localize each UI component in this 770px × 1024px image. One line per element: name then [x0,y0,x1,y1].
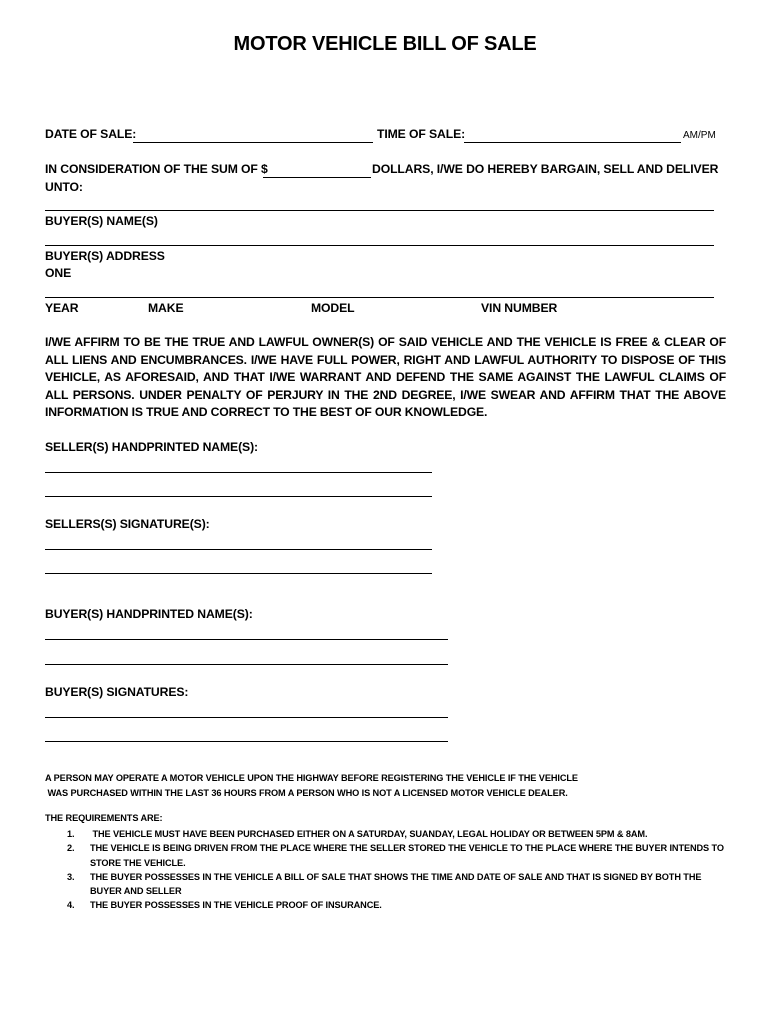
notice-line-2: WAS PURCHASED WITHIN THE LAST 36 HOURS FROM A PERSON WHO IS NOT A LICENSED MOTOR VEHICLE DEALER. [45,788,568,798]
requirement-number: 3. [67,871,75,882]
seller-printed-name-field-1[interactable] [45,472,432,473]
unto-label: UNTO: [45,180,83,194]
requirements-heading: THE REQUIREMENTS ARE: [45,813,163,823]
year-column-label: YEAR [45,301,79,315]
seller-signature-field-2[interactable] [45,573,432,574]
consideration-suffix: DOLLARS, I/WE DO HEREBY BARGAIN, SELL AND DELIVER [372,162,719,176]
buyer-signature-field-2[interactable] [45,741,448,742]
consideration-prefix: IN CONSIDERATION OF THE SUM OF $ [45,162,268,176]
buyer-signature-field-1[interactable] [45,717,448,718]
requirement-text: THE VEHICLE IS BEING DRIVEN FROM THE PLACE WHERE THE SELLER STORED THE VEHICLE TO THE PLACE WHERE THE BUYER INTENDS TO STORE THE VEHICLE. [90,843,724,868]
requirement-number: 2. [67,843,75,854]
requirement-item [45,841,735,870]
requirement-text: THE BUYER POSSESSES IN THE VEHICLE PROOF OF INSURANCE. [90,900,382,911]
requirement-item [45,870,735,899]
am-pm-label: AM/PM [683,130,716,141]
affirmation-paragraph: I/WE AFFIRM TO BE THE TRUE AND LAWFUL OWNER(S) OF SAID VEHICLE AND THE VEHICLE IS FREE & CLEAR OF ALL LIENS AND ENCUMBRANCES. I/WE HAVE FULL POWER, RIGHT AND LAWFUL AUTHORITY TO DISPOSE OF THIS VEHICLE, AS AFORESAID, AND THAT I/WE WARRANT AND DEFEND THE SAME AGAINST THE LAWFUL CLAIMS OF ALL PERSONS. UNDER PENALTY OF PERJURY IN THE 2ND DEGREE, I/WE SWEAR AND AFFIRM THAT THE ABOVE INFORMATION IS TRUE AND CORRECT TO THE BEST OF OUR KNOWLEDGE. [45,335,726,420]
date-of-sale-label: DATE OF SALE: [45,127,137,141]
buyer-printed-name-field-2[interactable] [45,664,448,665]
buyer-printed-name-label: BUYER(S) HANDPRINTED NAME(S): [45,607,253,621]
requirements-list [45,827,735,913]
document-title: MOTOR VEHICLE BILL OF SALE [233,33,537,55]
seller-signature-label: SELLERS(S) SIGNATURE(S): [45,517,210,531]
buyer-address-field[interactable] [45,297,714,298]
time-of-sale-field[interactable] [464,142,681,143]
unto-field[interactable] [45,210,714,211]
buyer-signature-label: BUYER(S) SIGNATURES: [45,685,189,699]
requirement-item [45,827,735,841]
seller-printed-name-field-2[interactable] [45,496,432,497]
requirement-text: THE BUYER POSSESSES IN THE VEHICLE A BILL OF SALE THAT SHOWS THE TIME AND DATE OF SALE AND THAT IS SIGNED BY BOTH THE BUYER AND SELLER [90,871,702,897]
buyer-name-label: BUYER(S) NAME(S) [45,214,158,228]
buyer-address-label: BUYER(S) ADDRESS [45,249,165,263]
requirement-number: 1. [67,829,75,839]
notice-line-1: A PERSON MAY OPERATE A MOTOR VEHICLE UPON THE HIGHWAY BEFORE REGISTERING THE VEHICLE IF THE VEHICLE [45,773,578,783]
seller-signature-field-1[interactable] [45,549,432,550]
buyer-printed-name-field-1[interactable] [45,639,448,640]
time-of-sale-label: TIME OF SALE: [377,127,466,141]
requirement-text: THE VEHICLE MUST HAVE BEEN PURCHASED EITHER ON A SATURDAY, SUANDAY, LEGAL HOLIDAY OR BETWEEN 5PM & 8AM. [90,829,648,839]
model-column-label: MODEL [311,301,355,315]
buyer-address-sub-label: ONE [45,266,72,280]
buyer-name-field[interactable] [45,245,714,246]
sale-amount-field[interactable] [263,177,371,178]
requirement-item [45,898,735,912]
make-column-label: MAKE [148,301,184,315]
date-of-sale-field[interactable] [133,142,373,143]
seller-printed-name-label: SELLER(S) HANDPRINTED NAME(S): [45,440,258,454]
requirement-number: 4. [67,900,75,911]
vin-column-label: VIN NUMBER [481,301,558,315]
